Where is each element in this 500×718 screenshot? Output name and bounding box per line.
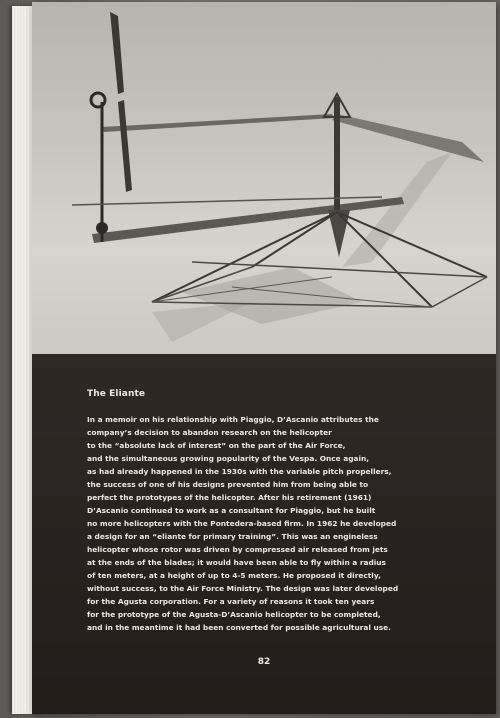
body-line: a design for an “eliante for primary training”. This was an engineless: [87, 532, 378, 541]
body-line: In a memoir on his relationship with Piaggio, D’Ascanio attributes the: [87, 415, 379, 424]
page-number: 82: [257, 657, 271, 667]
body-line: company’s decision to abandon research on the helicopter: [87, 428, 332, 437]
body-line: of ten meters, at a height of up to 4-5 meters. He proposed it directly,: [87, 571, 381, 580]
body-line: no more helicopters with the Pontedera-based firm. In 1962 he developed: [87, 519, 397, 528]
body-line: helicopter whose rotor was driven by compressed air released from jets: [87, 545, 388, 554]
helicopter-photo: [32, 2, 496, 354]
eliante-helicopter-image: [32, 2, 496, 354]
body-line: as had already happened in the 1930s with the variable pitch propellers,: [87, 467, 392, 476]
body-line: without success, to the Air Force Ministry. The design was later developed: [87, 584, 399, 593]
body-line: D’Ascanio continued to work as a consultant for Piaggio, but he built: [87, 506, 376, 515]
text-panel: [32, 354, 496, 714]
article-heading: The Eliante: [87, 389, 146, 399]
body-line: and in the meantime it had been converted for possible agricultural use.: [87, 623, 391, 632]
article-body: [87, 413, 457, 634]
body-line: the success of one of his designs prevented him from being able to: [87, 480, 369, 489]
book-page: [32, 2, 496, 714]
body-line: and the simultaneous growing popularity of the Vespa. Once again,: [87, 454, 370, 463]
body-line: for the prototype of the Agusta-D’Ascanio helicopter to be completed,: [87, 610, 381, 619]
body-line: perfect the prototypes of the helicopter. After his retirement (1961): [87, 493, 372, 502]
body-line: for the Agusta corporation. For a variety of reasons it took ten years: [87, 597, 375, 606]
body-line: at the ends of the blades; it would have been able to fly within a radius: [87, 558, 386, 567]
article-text: [87, 389, 457, 634]
body-line: to the “absolute lack of interest” on the part of the Air Force,: [87, 441, 346, 450]
